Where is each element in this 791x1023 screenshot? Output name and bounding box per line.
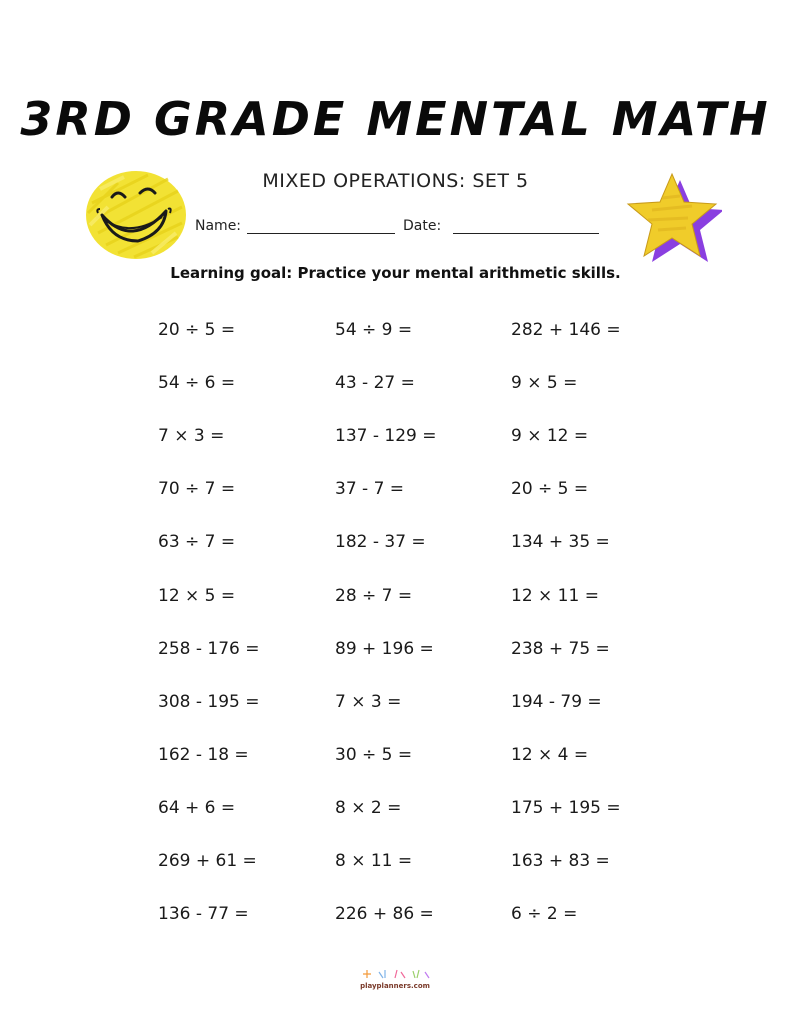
math-problem: 8 × 2 = [335, 797, 402, 818]
math-problem: 54 ÷ 9 = [335, 320, 413, 340]
math-problem: 137 - 129 = [335, 426, 437, 447]
math-problem: 12 × 5 = [158, 585, 236, 606]
math-problem: 63 ÷ 7 = [158, 532, 236, 553]
math-problem: 194 - 79 = [511, 691, 602, 712]
math-problem: 20 ÷ 5 = [511, 479, 589, 500]
math-problem: 7 × 3 = [158, 426, 225, 447]
math-problem: 175 + 195 = [511, 797, 621, 818]
math-problem: 54 ÷ 6 = [158, 373, 236, 394]
math-problem: 163 + 83 = [511, 851, 610, 871]
math-problem: 28 ÷ 7 = [335, 585, 413, 606]
math-problem: 8 × 11 = [335, 851, 413, 871]
math-problem: 12 × 11 = [511, 585, 599, 606]
math-problem: 7 × 3 = [335, 691, 402, 712]
math-problem: 269 + 61 = [158, 851, 257, 871]
page-subtitle: MIXED OPERATIONS: SET 5 [262, 170, 529, 192]
math-problem: 226 + 86 = [335, 904, 434, 925]
name-label: Name: [195, 218, 242, 234]
math-problem: 89 + 196 = [335, 638, 434, 659]
math-problem: 20 ÷ 5 = [158, 320, 236, 340]
page-title: 3RD GRADE MENTAL MATH [20, 92, 771, 146]
footer-brand: playplanners.com [360, 982, 430, 990]
math-problem: 308 - 195 = [158, 691, 260, 712]
math-problem: 258 - 176 = [158, 638, 260, 659]
learning-goal: Learning goal: Practice your mental arithmetic skills. [170, 264, 621, 282]
date-label: Date: [403, 218, 442, 234]
math-problem: 282 + 146 = [511, 320, 621, 340]
math-problem: 70 ÷ 7 = [158, 479, 236, 500]
math-problem: 134 + 35 = [511, 532, 610, 553]
math-problem: 136 - 77 = [158, 904, 249, 925]
math-problem: 43 - 27 = [335, 373, 415, 394]
math-problem: 30 ÷ 5 = [335, 744, 413, 765]
math-problem: 12 × 4 = [511, 744, 589, 765]
math-problem: 162 - 18 = [158, 744, 249, 765]
math-problem: 182 - 37 = [335, 532, 426, 553]
math-problem: 64 + 6 = [158, 797, 236, 818]
math-problem: 238 + 75 = [511, 638, 610, 659]
math-problem: 37 - 7 = [335, 479, 405, 500]
math-problem: 6 ÷ 2 = [511, 904, 578, 925]
math-problem: 9 × 12 = [511, 426, 589, 447]
math-problem: 9 × 5 = [511, 373, 578, 394]
